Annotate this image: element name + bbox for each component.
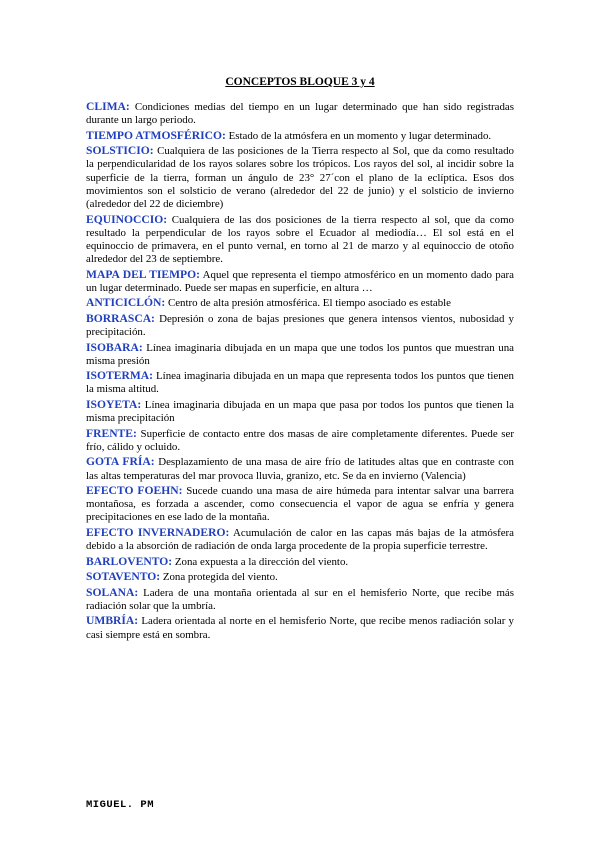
definition: Acumulación de calor en las capas más bajas de la atmósfera debido a la absorción de radiación de onda larga procedente de la propia superficie terrestre. [86, 526, 514, 553]
page-title: CONCEPTOS BLOQUE 3 y 4 [225, 76, 375, 88]
term-mapa-del-tiempo: MAPA DEL TIEMPO: [86, 267, 200, 281]
term-sotavento: SOTAVENTO: [86, 570, 161, 584]
term-clima: CLIMA: [86, 100, 130, 113]
definition: Aquel que representa el tiempo atmosférico en un momento dado para un lugar determinado. Puede ser mapas en superficie, en altura … [86, 268, 514, 294]
definition: Línea imaginaria dibujada en un mapa que une todos los puntos que muestran una misma presión [86, 341, 514, 367]
term-isoterma: ISOTERMA: [86, 369, 153, 383]
definition: Zona expuesta a la dirección del viento. [172, 555, 349, 568]
term-isobara: ISOBARA: [86, 340, 143, 354]
definition: Estado de la atmósfera en un momento y lugar determinado. [225, 129, 492, 142]
definition: Ladera orientada al norte en el hemisferio Norte, que recibe menos radiación solar y casi siempre está en sombra. [86, 615, 514, 641]
definition: Desplazamiento de una masa de aire frío de latitudes altas que en contraste con las altas temperaturas del mar provoca lluvia, granizo, etc. Se da en invierno (Valencia) [86, 456, 514, 482]
definition: Sucede cuando una masa de aire húmeda para intentar salvar una barrera montañosa, es forzada a ascender, como consecuencia el vapor de agua se enfría y genera precipitaciones en ese lado de la montaña. [86, 485, 514, 524]
term-tiempo-atmosferico: TIEMPO ATMOSFÉRICO: [86, 128, 226, 142]
term-efecto-invernadero: EFECTO INVERNADERO: [86, 525, 230, 539]
term-isoyeta: ISOYETA: [86, 397, 142, 411]
glossary-entry [86, 144, 514, 211]
glossary-entry [86, 586, 514, 613]
definition: Superficie de contacto entre dos masas de aire completamente diferentes. Puede ser frío, cálido y ocluido. [86, 427, 514, 453]
term-anticiclon: ANTICICLÓN: [86, 296, 166, 310]
definition: Zona protegida del viento. [160, 571, 278, 584]
term-efecto-foehn: EFECTO FOEHN: [86, 484, 183, 498]
definition: Condiciones medias del tiempo en un lugar determinado que han sido registradas durante un largo periodo. [86, 101, 514, 127]
glossary-entry [86, 341, 514, 368]
definition: Depresión o zona de bajas presiones que genera intensos vientos, nubosidad y precipitación. [86, 312, 514, 339]
term-equinoccio: EQUINOCCIO: [86, 212, 168, 226]
definition: Línea imaginaria dibujada en un mapa que representa todos los puntos que tienen la misma altitud. [86, 370, 514, 396]
glossary-entry [86, 570, 514, 584]
definition: Línea imaginaria dibujada en un mapa que pasa por todos los puntos que tienen la misma precipitación [86, 398, 514, 425]
glossary-entry [86, 455, 514, 482]
glossary-entry [86, 614, 514, 641]
glossary-entry [86, 312, 514, 339]
definition: Ladera de una montaña orientada al sur en el hemisferio Norte, que recibe más radiación solar que la umbría. [86, 586, 514, 612]
term-solana: SOLANA: [86, 585, 139, 599]
glossary-entry [86, 296, 514, 310]
footer-author: MIGUEL. PM [86, 799, 155, 811]
glossary-entry [86, 427, 514, 454]
glossary-entry [86, 213, 514, 267]
term-solsticio: SOLSTICIO: [86, 144, 154, 158]
glossary-entry [86, 526, 514, 553]
term-gota-fria: GOTA FRÍA: [86, 455, 155, 469]
definition: Centro de alta presión atmosférica. El tiempo asociado es estable [165, 297, 452, 310]
glossary-entry [86, 484, 514, 525]
glossary-entry [86, 268, 514, 295]
term-umbria: UMBRÍA: [86, 614, 139, 628]
glossary-entry [86, 369, 514, 396]
glossary-entry [86, 129, 514, 143]
glossary-entry [86, 555, 514, 569]
glossary-entry [86, 398, 514, 425]
term-barlovento: BARLOVENTO: [86, 554, 173, 568]
glossary-entry [86, 100, 514, 127]
glossary [86, 100, 514, 643]
definition: Cualquiera de las posiciones de la Tierra respecto al Sol, que da como resultado la perpendicularidad de los rayos solares sobre los trópicos. Los rayos del sol, al incidir sobre la superficie de la tierra, forman un ángulo de 23° 27´con el plano de la eclíptica. Esos dos movimientos son el solsticio de verano (alrededor del 22 de junio) y el solsticio de invierno (alrededor del 22 de diciembre) [86, 145, 514, 211]
definition: Cualquiera de las dos posiciones de la tierra respecto al sol, que da como resultado la perpendicular de los rayos sobre el Ecuador al mediodía… El sol está en el equinoccio de primavera, en el punto vernal, en torno al 21 de marzo y al equinoccio de otoño alrededor del 23 de septiembre. [86, 213, 514, 266]
term-borrasca: BORRASCA: [86, 311, 155, 325]
term-frente: FRENTE: [86, 426, 137, 440]
